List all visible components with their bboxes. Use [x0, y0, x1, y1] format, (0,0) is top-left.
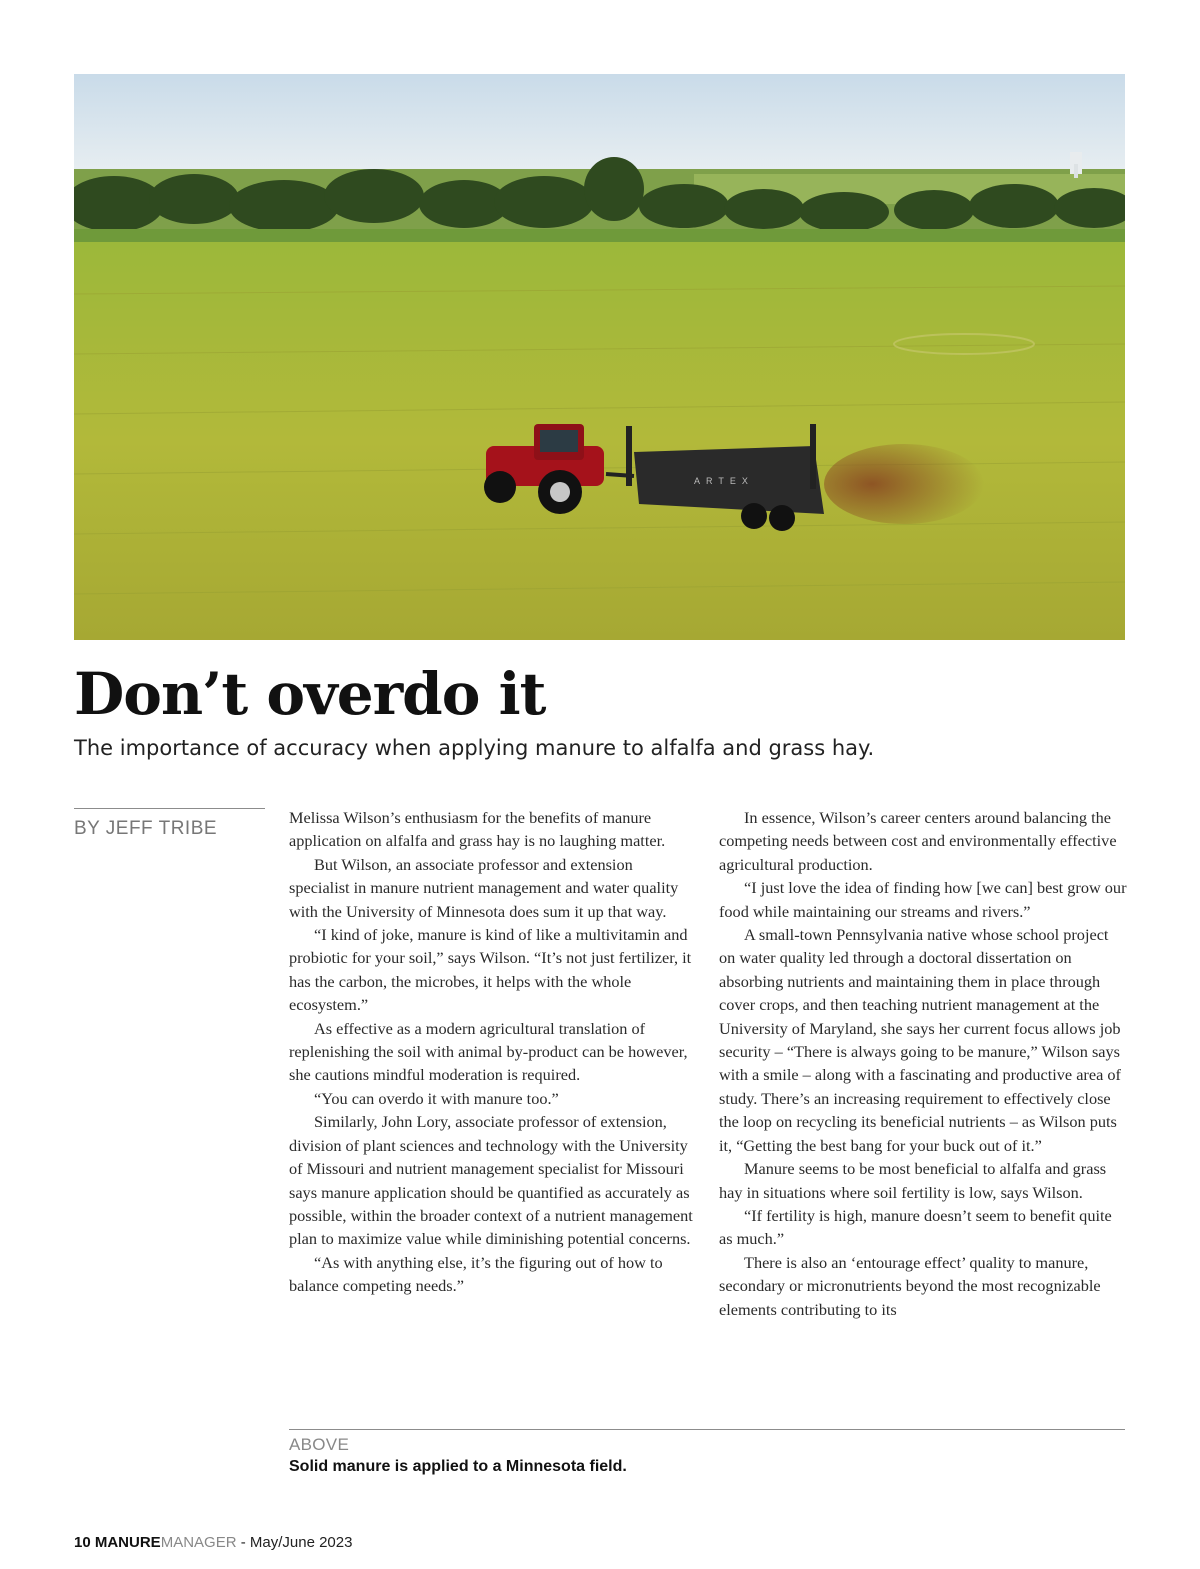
paragraph: A small-town Pennsylvania native whose school project on water quality led through a doctoral dissertation on absorbing nutrients and maintaining them in place through cover crops, and then teaching nutrient management at the University of Maryland, she says her current focus allows job security – “There is always going to be manure,” Wilson says with a smile – along with a fascinating and productive area of study. There’s an increasing requirement to effectively close the loop on recycling its beneficial nutrients – as Wilson puts it, “Getting the best bang for your buck out of it.”	[719, 925, 1121, 1155]
article-deck: The importance of accuracy when applying manure to alfalfa and grass hay.	[74, 736, 875, 760]
field-tractor-manure-spreader-photo	[74, 74, 1125, 640]
caption-divider	[289, 1429, 1125, 1430]
publication-name-light: MANAGER	[160, 1534, 237, 1551]
paragraph: But Wilson, an associate professor and extension specialist in manure nutrient management and water quality with the University of Minnesota does sum it up that way.	[289, 854, 679, 921]
page-number: 10	[74, 1534, 91, 1551]
paragraph: As effective as a modern agricultural translation of replenishing the soil with animal by-product can be however, she cautions mindful moderation is required.	[289, 1018, 688, 1085]
paragraph: Similarly, John Lory, associate professor of extension, division of plant sciences and technology with the University of Missouri and nutrient management specialist for Missouri says manure application should be quantified as accurately as possible, within the broader context of a nutrient management plan to maximize value while diminishing potential concerns.	[289, 1112, 693, 1249]
paragraph: Melissa Wilson’s enthusiasm for the benefits of manure application on alfalfa and grass hay is no laughing matter.	[289, 808, 666, 851]
article-column-1	[289, 806, 697, 1298]
caption-label: ABOVE	[289, 1435, 350, 1454]
spreader-brand-text: ARTEX	[694, 476, 754, 486]
paragraph: “I just love the idea of finding how [we can] best grow our food while maintaining our streams and rivers.”	[719, 878, 1127, 921]
issue-date: - May/June 2023	[240, 1534, 353, 1551]
hero-photo	[74, 74, 1125, 640]
byline-divider	[74, 808, 265, 809]
photo-caption: Solid manure is applied to a Minnesota field.	[289, 1458, 627, 1475]
publication-name-bold: MANURE	[94, 1534, 161, 1551]
paragraph: “I kind of joke, manure is kind of like a multivitamin and probiotic for your soil,” says Wilson. “It’s not just fertilizer, it has the carbon, the microbes, it helps with the whole ecosystem.”	[289, 925, 692, 1015]
page-folio	[74, 1534, 352, 1551]
article-column-2	[719, 806, 1127, 1321]
paragraph: Manure seems to be most beneficial to alfalfa and grass hay in situations where soil fertility is low, says Wilson.	[719, 1159, 1107, 1202]
paragraph: “As with anything else, it’s the figuring out of how to balance competing needs.”	[289, 1252, 663, 1296]
byline: BY JEFF TRIBE	[74, 818, 218, 839]
paragraph: “If fertility is high, manure doesn’t seem to benefit quite as much.”	[719, 1205, 1112, 1249]
paragraph: In essence, Wilson’s career centers around balancing the competing needs between cost and environmentally effective agricultural production.	[719, 808, 1117, 874]
paragraph: “You can overdo it with manure too.”	[314, 1088, 559, 1108]
article-headline: Don’t overdo it	[74, 660, 546, 728]
paragraph: There is also an ‘entourage effect’ quality to manure, secondary or micronutrients beyond the most recognizable elements contributing to its	[719, 1252, 1101, 1319]
